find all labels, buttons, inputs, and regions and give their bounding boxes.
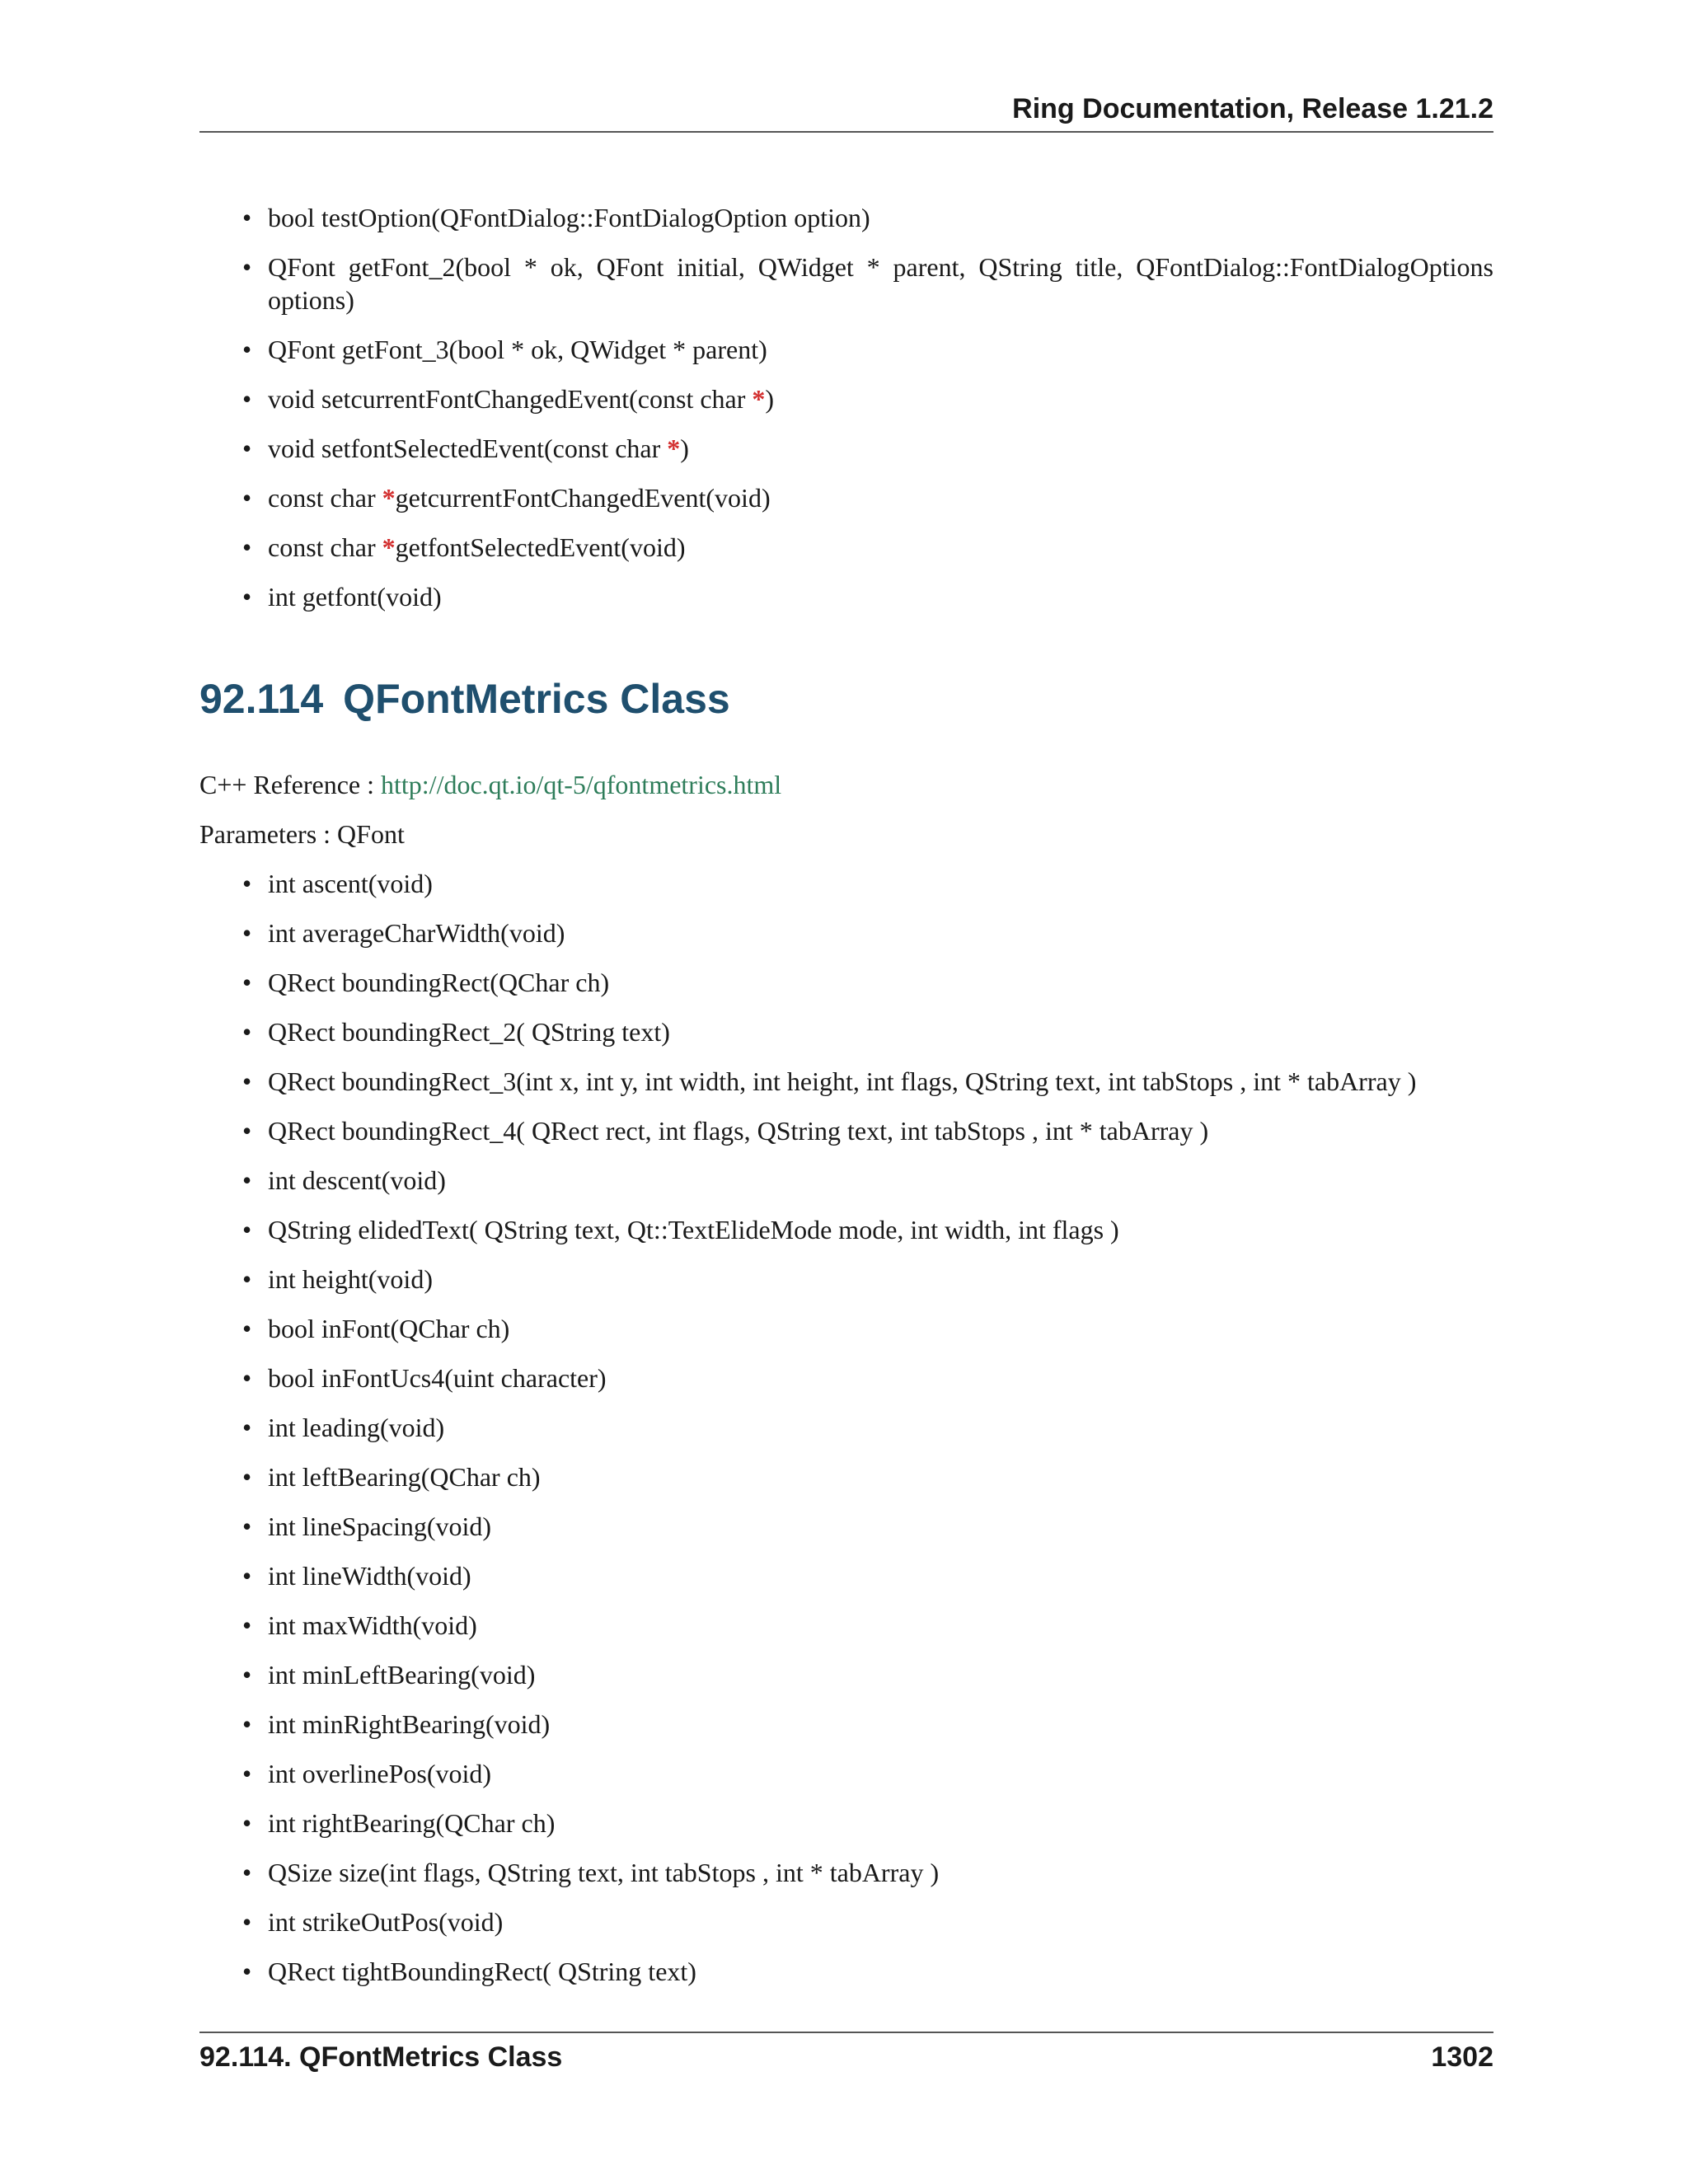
bullet-icon: •	[242, 582, 252, 612]
bullet-icon: •	[242, 1957, 252, 1986]
parameters-label: Parameters :	[199, 819, 338, 849]
method-text: int overlinePos(void)	[268, 1759, 492, 1788]
bullet-icon: •	[242, 1017, 252, 1047]
method-text: QRect boundingRect_3(int x, int y, int width, int height, int flags, QString text, int tabStops , int * tabArray )	[268, 1066, 1417, 1096]
bullet-icon: •	[242, 483, 252, 513]
header-rule	[199, 131, 1493, 133]
list-item	[199, 1114, 1493, 1147]
page-number: 1302	[1431, 2041, 1493, 2073]
list-item	[199, 1905, 1493, 1938]
method-text: )	[765, 384, 775, 414]
bullet-icon: •	[242, 869, 252, 898]
method-text: int getfont(void)	[268, 582, 442, 612]
list-item	[199, 1164, 1493, 1197]
list-item	[199, 580, 1493, 613]
method-text: int lineSpacing(void)	[268, 1511, 492, 1541]
bullet-icon: •	[242, 1363, 252, 1393]
method-text: const char	[268, 532, 382, 562]
bullet-icon: •	[242, 1511, 252, 1541]
method-text: QRect boundingRect_4( QRect rect, int flags, QString text, int tabStops , int * tabArray )	[268, 1116, 1209, 1146]
method-text: bool inFont(QChar ch)	[268, 1314, 510, 1343]
method-text: int rightBearing(QChar ch)	[268, 1808, 556, 1838]
method-text: int minRightBearing(void)	[268, 1709, 551, 1739]
method-text: int maxWidth(void)	[268, 1610, 477, 1640]
method-text: QFont getFont_3(bool * ok, QWidget * parent)	[268, 335, 767, 364]
section-title-text: QFontMetrics Class	[343, 676, 730, 722]
bullet-icon: •	[242, 434, 252, 463]
method-text: int averageCharWidth(void)	[268, 918, 565, 948]
bullet-icon: •	[242, 1462, 252, 1492]
method-text: )	[680, 434, 689, 463]
bullet-icon: •	[242, 1660, 252, 1690]
list-item	[199, 1015, 1493, 1048]
bullet-icon: •	[242, 1858, 252, 1887]
list-item	[199, 1213, 1493, 1246]
reference-label: C++ Reference :	[199, 770, 381, 799]
bullet-icon: •	[242, 1066, 252, 1096]
asterisk-mark: *	[752, 384, 766, 414]
bullet-icon: •	[242, 1116, 252, 1146]
list-item	[199, 1856, 1493, 1889]
method-text: getfontSelectedEvent(void)	[395, 532, 686, 562]
list-item	[199, 1955, 1493, 1988]
bullet-icon: •	[242, 252, 252, 282]
method-text: int minLeftBearing(void)	[268, 1660, 536, 1690]
method-text: const char	[268, 483, 382, 513]
list-item	[199, 531, 1493, 564]
method-text: int ascent(void)	[268, 869, 433, 898]
method-text: int strikeOutPos(void)	[268, 1907, 504, 1937]
list-item	[199, 1263, 1493, 1296]
list-item	[199, 1460, 1493, 1493]
list-item	[199, 1065, 1493, 1098]
list-item	[199, 1757, 1493, 1790]
method-text: getcurrentFontChangedEvent(void)	[395, 483, 771, 513]
bullet-icon: •	[242, 1907, 252, 1937]
bullet-icon: •	[242, 203, 252, 232]
font-metrics-method-list	[199, 867, 1493, 2004]
asterisk-mark: *	[667, 434, 681, 463]
method-text: void setcurrentFontChangedEvent(const char	[268, 384, 753, 414]
list-item	[199, 1361, 1493, 1394]
list-item	[199, 1510, 1493, 1543]
font-dialog-method-list	[199, 201, 1493, 630]
parameters-line	[199, 818, 405, 851]
method-text: int lineWidth(void)	[268, 1561, 471, 1591]
list-item	[199, 432, 1493, 465]
footer-section: 92.114. QFontMetrics Class	[199, 2041, 563, 2073]
method-text: QSize size(int flags, QString text, int tabStops , int * tabArray )	[268, 1858, 940, 1887]
list-item	[199, 1411, 1493, 1444]
bullet-icon: •	[242, 1413, 252, 1442]
list-item	[199, 1609, 1493, 1642]
section-title	[199, 674, 730, 724]
bullet-icon: •	[242, 335, 252, 364]
bullet-icon: •	[242, 1215, 252, 1244]
list-item	[199, 251, 1493, 316]
asterisk-mark: *	[382, 483, 396, 513]
list-item	[199, 333, 1493, 366]
bullet-icon: •	[242, 1808, 252, 1838]
method-text: int height(void)	[268, 1264, 433, 1294]
list-item	[199, 867, 1493, 900]
section-number: 92.114	[199, 676, 324, 722]
footer-rule	[199, 2032, 1493, 2033]
method-text: bool testOption(QFontDialog::FontDialogOption option)	[268, 203, 870, 232]
bullet-icon: •	[242, 1709, 252, 1739]
list-item	[199, 481, 1493, 514]
method-text: int descent(void)	[268, 1165, 446, 1195]
page-footer	[199, 2039, 1493, 2075]
list-item	[199, 1658, 1493, 1691]
list-item	[199, 1559, 1493, 1592]
bullet-icon: •	[242, 1314, 252, 1343]
method-text: int leftBearing(QChar ch)	[268, 1462, 541, 1492]
method-text: QRect boundingRect(QChar ch)	[268, 968, 610, 997]
method-text: bool inFontUcs4(uint character)	[268, 1363, 607, 1393]
bullet-icon: •	[242, 1610, 252, 1640]
list-item	[199, 916, 1493, 949]
page-header: Ring Documentation, Release 1.21.2	[1012, 93, 1493, 124]
method-text: void setfontSelectedEvent(const char	[268, 434, 668, 463]
bullet-icon: •	[242, 1264, 252, 1294]
reference-link[interactable]: http://doc.qt.io/qt-5/qfontmetrics.html	[381, 770, 782, 799]
asterisk-mark: *	[382, 532, 396, 562]
list-item	[199, 1708, 1493, 1741]
bullet-icon: •	[242, 968, 252, 997]
method-text: QRect tightBoundingRect( QString text)	[268, 1957, 696, 1986]
list-item	[199, 1312, 1493, 1345]
parameters-value: QFont	[337, 819, 405, 849]
list-item	[199, 382, 1493, 415]
bullet-icon: •	[242, 1165, 252, 1195]
method-text: QString elidedText( QString text, Qt::TextElideMode mode, int width, int flags )	[268, 1215, 1119, 1244]
method-text: int leading(void)	[268, 1413, 445, 1442]
method-text: QFont getFont_2(bool * ok, QFont initial, QWidget * parent, QString title, QFontDialog::FontDialogOptions options)	[268, 252, 1493, 315]
bullet-icon: •	[242, 384, 252, 414]
bullet-icon: •	[242, 1561, 252, 1591]
list-item	[199, 201, 1493, 234]
list-item	[199, 1807, 1493, 1840]
bullet-icon: •	[242, 532, 252, 562]
method-text: QRect boundingRect_2( QString text)	[268, 1017, 670, 1047]
bullet-icon: •	[242, 918, 252, 948]
list-item	[199, 966, 1493, 999]
bullet-icon: •	[242, 1759, 252, 1788]
cpp-reference	[199, 768, 781, 801]
